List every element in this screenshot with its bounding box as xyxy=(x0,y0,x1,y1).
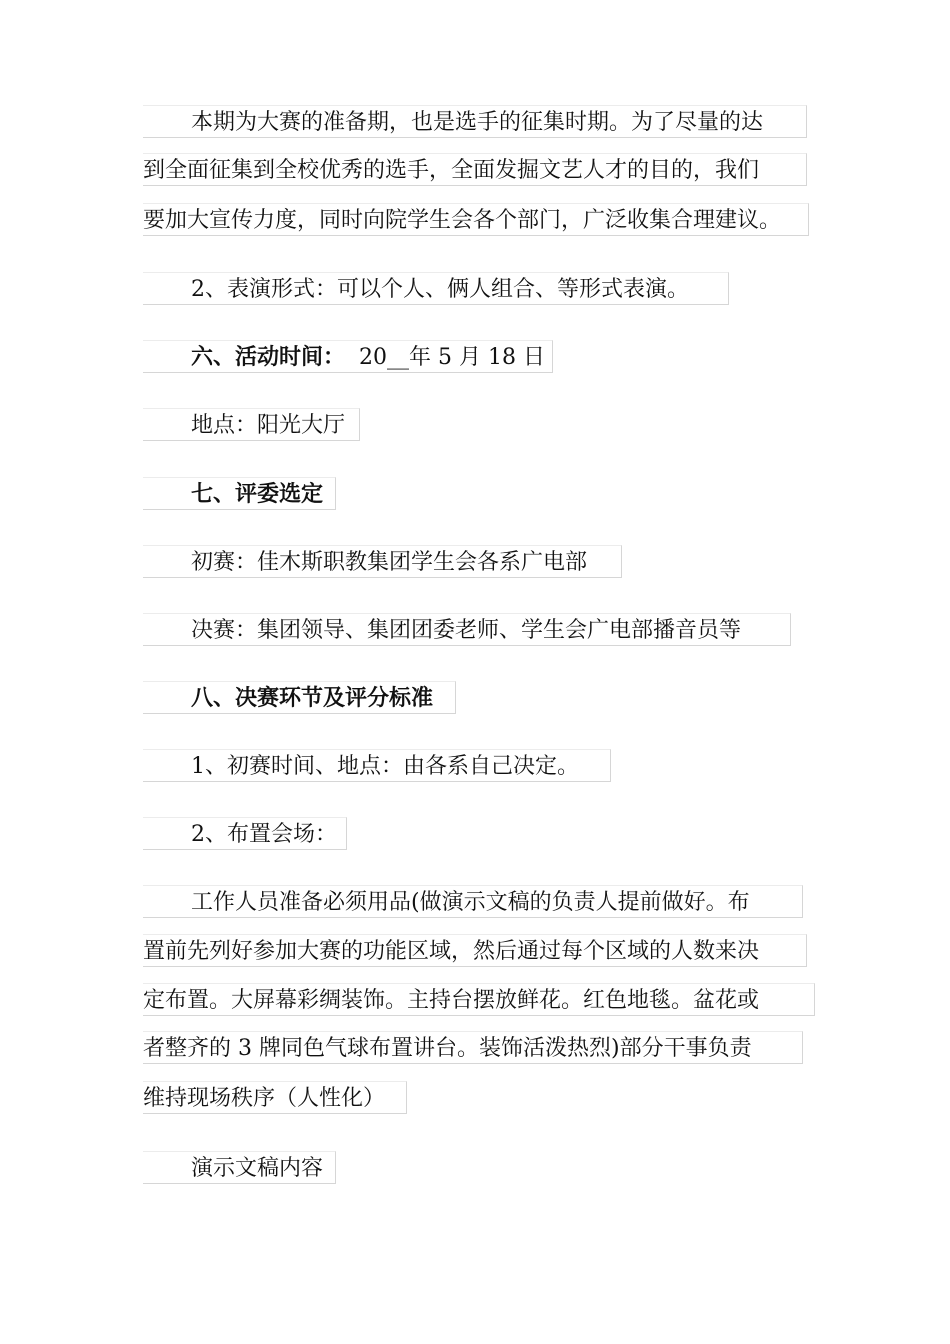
text-run: 定布置。大屏幕彩绸装饰。主持台摆放鲜花。红色地毯。盆花或 xyxy=(143,988,760,1013)
text-run: 要加大宣传力度，同时向院学生会各个部门，广泛收集合理建议。 xyxy=(143,208,782,233)
text-run: 维持现场秩序（人性化） xyxy=(143,1086,386,1111)
paragraph-line xyxy=(143,272,729,305)
text-run: 者整齐的 3 牌同色气球布置讲台。装饰活泼热烈)部分干事负责 xyxy=(143,1036,752,1061)
paragraph-line xyxy=(143,1151,336,1184)
text-run: 本期为大赛的准备期，也是选手的征集时期。为了尽量的达 xyxy=(191,110,764,135)
text-run: 决赛：集团领导、集团团委老师、学生会广电部播音员等 xyxy=(191,618,742,643)
paragraph-line xyxy=(143,934,807,967)
paragraph-line xyxy=(143,817,347,850)
paragraph-line xyxy=(143,983,815,1016)
paragraph-line xyxy=(143,408,360,441)
paragraph-line xyxy=(143,153,807,186)
text-run: 2、布置会场： xyxy=(191,822,337,847)
text-run: 地点：阳光大厅 xyxy=(191,413,346,438)
paragraph-line xyxy=(143,545,622,578)
paragraph-line xyxy=(143,885,803,918)
text-run: 到全面征集到全校优秀的选手，全面发掘文艺人才的目的，我们 xyxy=(143,158,760,183)
activity-time-line xyxy=(143,340,553,373)
activity-date: 20__年 5 月 18 日 xyxy=(359,345,545,370)
paragraph-line xyxy=(143,203,809,236)
paragraph-line xyxy=(143,105,807,138)
section-heading: 八、决赛环节及评分标准 xyxy=(191,686,434,711)
paragraph-line xyxy=(143,749,611,782)
text-run: 演示文稿内容 xyxy=(191,1156,324,1181)
section-heading-line xyxy=(143,477,336,510)
section-heading: 七、评委选定 xyxy=(191,482,324,507)
paragraph-line xyxy=(143,613,791,646)
section-heading: 六、活动时间： xyxy=(191,345,346,370)
text-run: 置前先列好参加大赛的功能区域，然后通过每个区域的人数来决 xyxy=(143,939,760,964)
text-run: 1、初赛时间、地点：由各系自己决定。 xyxy=(191,754,579,779)
paragraph-line xyxy=(143,1081,407,1114)
text-run: 初赛：佳木斯职教集团学生会各系广电部 xyxy=(191,550,588,575)
text-run: 工作人员准备必须用品(做演示文稿的负责人提前做好。布 xyxy=(191,890,750,915)
text-run: 2、表演形式：可以个人、俩人组合、等形式表演。 xyxy=(191,277,689,302)
paragraph-line xyxy=(143,1031,803,1064)
section-heading-line xyxy=(143,681,456,714)
